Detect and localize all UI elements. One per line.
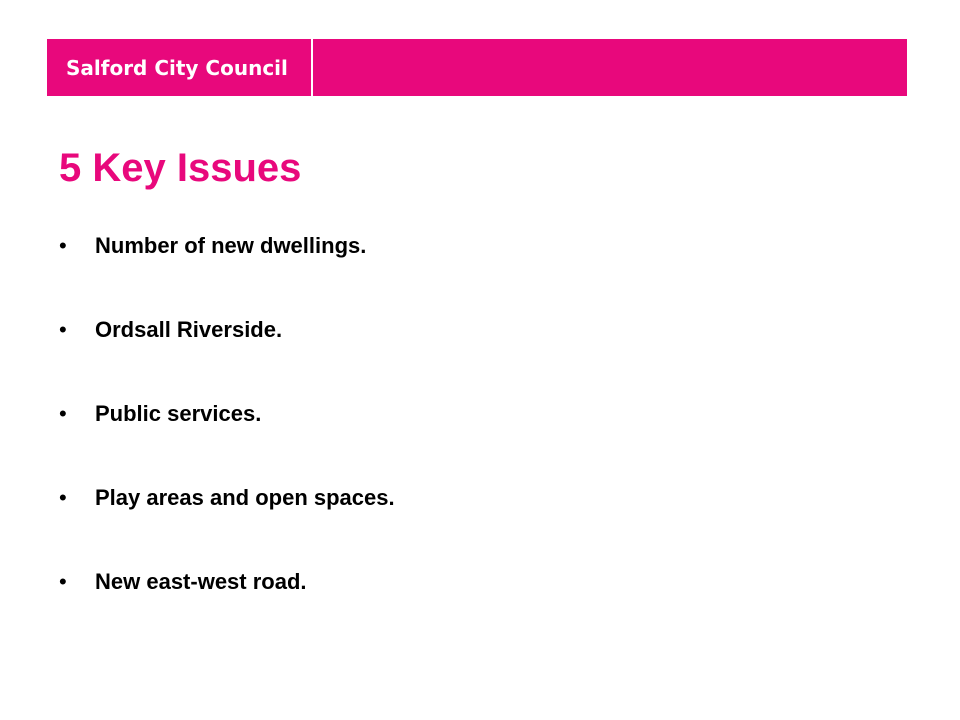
bullet-item	[59, 556, 395, 640]
bullet-text: Number of new dwellings.	[95, 233, 367, 258]
bullet-list	[59, 220, 395, 640]
bullet-item	[59, 472, 395, 556]
bullet-item	[59, 388, 395, 472]
bullet-icon: •	[59, 317, 67, 342]
banner-fill	[313, 39, 907, 96]
bullet-text: New east-west road.	[95, 569, 307, 594]
bullet-text: Play areas and open spaces.	[95, 485, 395, 510]
bullet-item	[59, 304, 395, 388]
bullet-item	[59, 220, 395, 304]
bullet-icon: •	[59, 401, 67, 426]
slide-title: 5 Key Issues	[59, 146, 302, 190]
bullet-text: Ordsall Riverside.	[95, 317, 283, 342]
bullet-icon: •	[59, 233, 67, 258]
brand-name: Salford City Council	[66, 55, 288, 80]
brand-logo	[47, 39, 313, 96]
bullet-icon: •	[59, 485, 67, 510]
header-banner	[47, 39, 907, 96]
bullet-icon: •	[59, 569, 67, 594]
bullet-text: Public services.	[95, 401, 262, 426]
